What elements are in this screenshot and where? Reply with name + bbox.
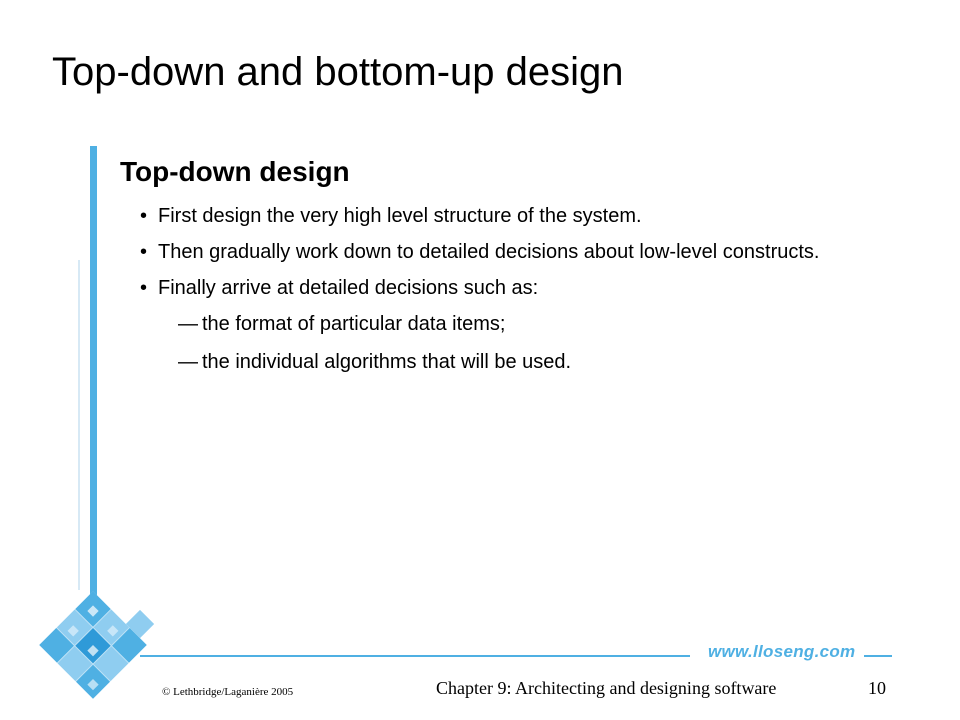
sub-item-text: the individual algorithms that will be used. [202, 351, 572, 373]
bullet-item: • First design the very high level structure of the system. [140, 203, 895, 229]
slide-content [140, 203, 895, 387]
sub-item-text: the format of particular data items; [202, 313, 506, 335]
lloseng-logo [28, 590, 158, 700]
decorative-thin-line [78, 260, 80, 590]
footer-divider [140, 655, 690, 657]
page-number: 10 [868, 678, 886, 698]
copyright: © Lethbridge/Laganière 2005 [162, 686, 294, 698]
dash-marker: — [178, 313, 198, 335]
slide-title: Top-down and bottom-up design [52, 50, 624, 94]
chapter-title: Chapter 9: Architecting and designing software [436, 678, 777, 698]
footer-divider-right [864, 655, 892, 657]
dash-marker: — [178, 351, 198, 373]
website-url: www.lloseng.com [708, 642, 856, 661]
sub-item [140, 349, 895, 375]
sub-item [140, 311, 895, 337]
section-heading: Top-down design [120, 156, 350, 187]
bullet-item: • Then gradually work down to detailed decisions about low-level constructs. [140, 239, 895, 265]
decorative-vertical-line [90, 146, 97, 616]
bullet-item: • Finally arrive at detailed decisions such as: [140, 275, 895, 301]
